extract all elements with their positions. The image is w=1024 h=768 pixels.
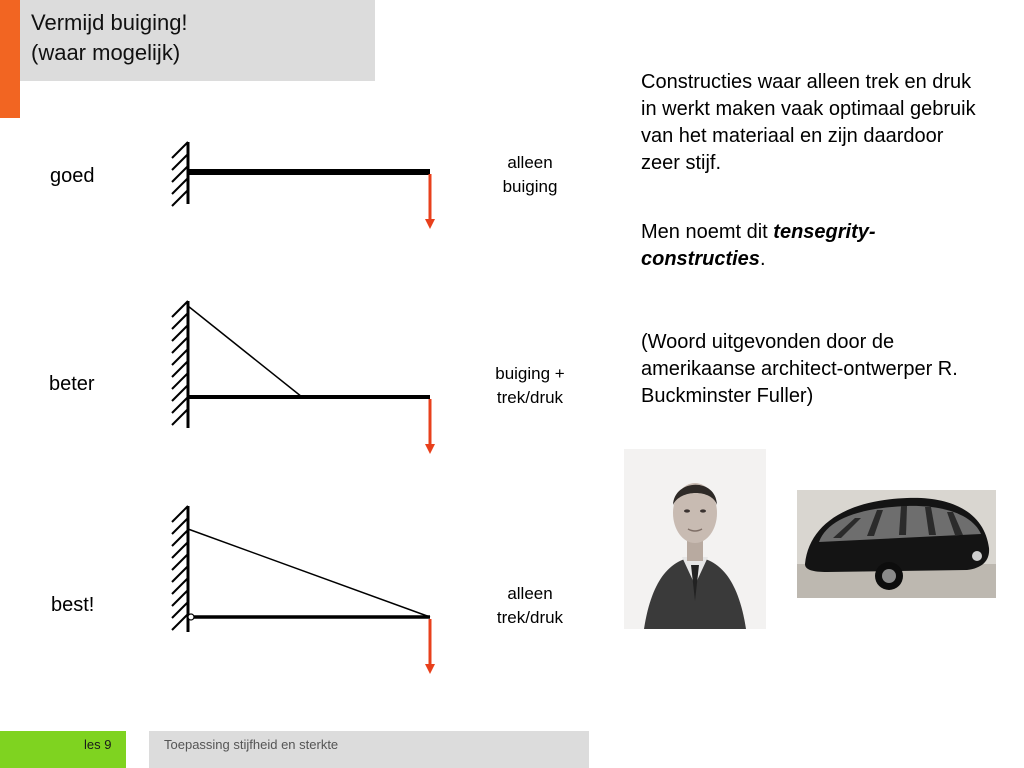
paragraph-tensegrity-suffix: .	[759, 248, 766, 270]
caption-beter-line-1: buiging +	[495, 364, 565, 383]
caption-best-line-1: alleen	[507, 584, 553, 603]
diagram-beter	[172, 301, 430, 449]
wall-support-icon	[172, 142, 188, 206]
caption-beter-line-2: trek/druk	[496, 388, 564, 407]
diagram-goed	[172, 142, 430, 224]
caption-goed-line-2: buiging	[502, 177, 558, 196]
fuller-portrait-photo	[624, 449, 766, 629]
wall-support-icon	[172, 506, 188, 632]
car-icon	[797, 490, 996, 598]
caption-best-line-2: trek/druk	[496, 608, 564, 627]
row-label-best: best!	[51, 594, 95, 616]
footer-course-title: Toepassing stijfheid en sterkte	[164, 737, 339, 752]
dymaxion-car-photo	[797, 490, 996, 598]
portrait-icon	[624, 449, 766, 629]
paragraph-tensegrity	[641, 219, 986, 273]
paragraph-constructies: Constructies waar alleen trek en druk in werkt maken vaak optimaal gebruik van het materiaal en zijn daardoor zeer stijf.	[641, 71, 976, 174]
slide-title-line-2: (waar mogelijk)	[31, 40, 181, 65]
slide-title-line-1: Vermijd buiging!	[31, 10, 188, 35]
wall-support-icon	[172, 301, 188, 428]
row-label-goed: goed	[50, 165, 95, 187]
diagram-best	[172, 506, 430, 669]
strut	[188, 306, 302, 397]
tie-upper	[188, 529, 430, 617]
tensegrity-term: tensegrity-constructies	[641, 221, 876, 270]
hinge-icon	[188, 614, 194, 620]
paragraph-tensegrity-prefix: Men noemt dit	[641, 221, 774, 243]
caption-goed-line-1: alleen	[507, 153, 553, 172]
paragraph-fuller: (Woord uitgevonden door de amerikaanse architect-ontwerper R. Buckminster Fuller)	[641, 331, 958, 407]
row-label-beter: beter	[49, 373, 95, 395]
footer-lesson-number: les 9	[84, 737, 112, 752]
